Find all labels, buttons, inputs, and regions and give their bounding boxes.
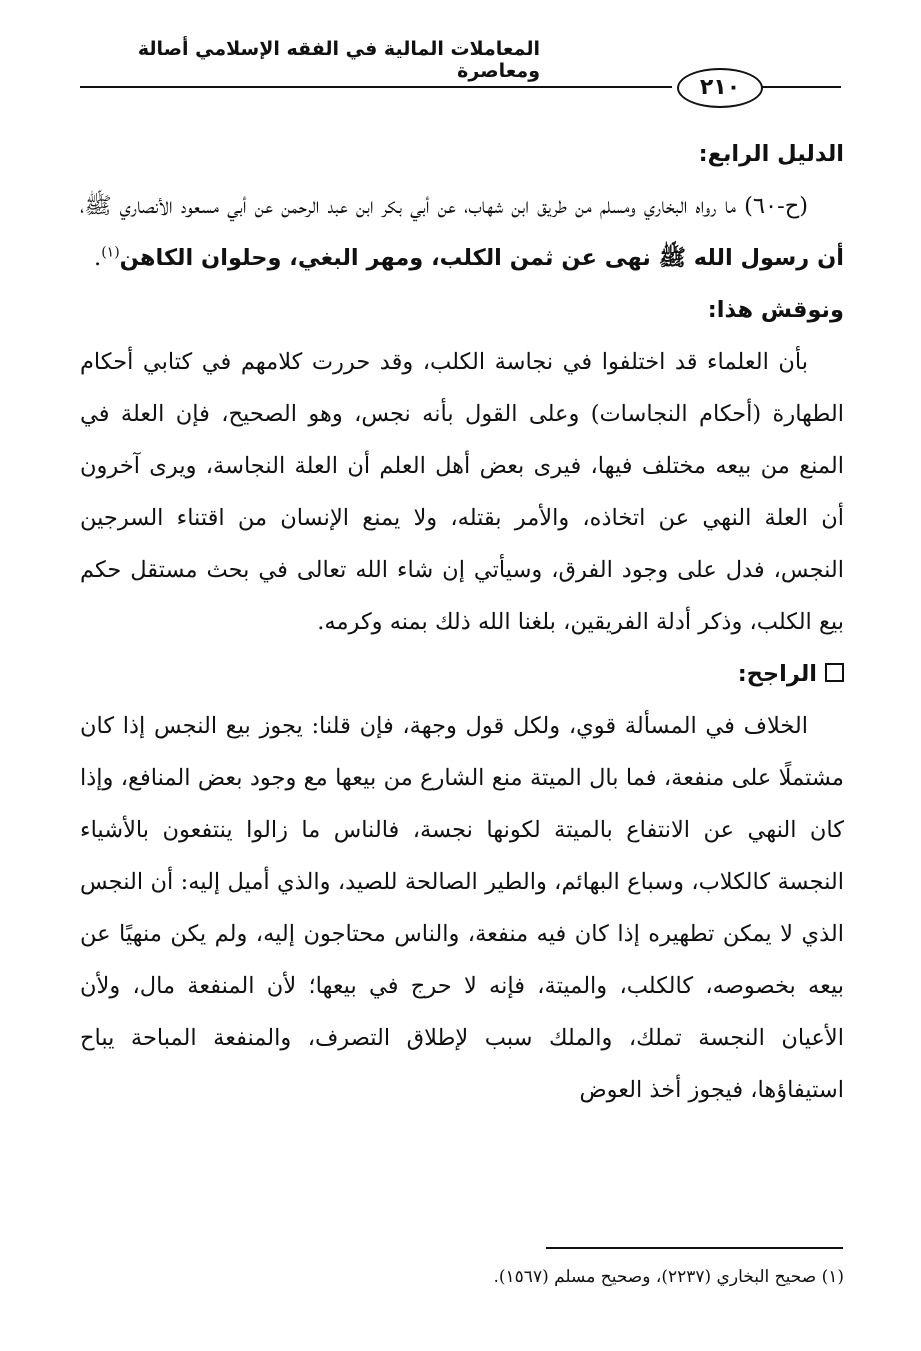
prophet-honorific: ﷺ (658, 245, 686, 271)
hadith-separator: ، (80, 193, 85, 219)
section-heading-fourth-evidence: الدليل الرابع: (698, 141, 844, 167)
square-bullet-icon (825, 663, 844, 682)
running-title: المعاملات المالية في الفقه الإسلامي أصالة ومعاصرة (137, 38, 540, 82)
header-rule-right (762, 86, 841, 88)
hadith-text-part-2: نهى عن ثمن الكلب، ومهر البغي، وحلوان الكاهن (119, 245, 659, 271)
page-body (80, 128, 844, 1116)
hadith-end: . (94, 245, 102, 271)
hadith-paragraph (80, 180, 844, 284)
footnote-reference: (١) (101, 244, 120, 261)
page-number: ٢١٠ (677, 68, 763, 108)
companion-honorific: ﷺ (84, 193, 112, 219)
section-heading-preferred-view (80, 648, 844, 700)
discussion-paragraph: بأن العلماء قد اختلفوا في نجاسة الكلب، وقد حررت كلامهم في كتابي أحكام الطهارة (أحكام النجاسات) وعلى القول بأنه نجس، وهو الصحيح، فإن العلة في المنع من بيعه مختلف فيها، فيرى بعض أهل العلم أن العلة النجاسة، ويرى آخرون أن العلة النهي عن اتخاذه، والأمر بقتله، ولا يمنع الإنسان من اقتناء السرجين النجس، فدل على وجود الفرق، وسيأتي إن شاء الله تعالى في بحث مستقل حكم بيع الكلب، وذكر أدلة الفريقين، بلغنا الله ذلك بمنه وكرمه. (80, 349, 844, 635)
preferred-view-paragraph: الخلاف في المسألة قوي، ولكل قول وجهة، فإن قلنا: يجوز بيع النجس إذا كان مشتملًا على منفعة، فما بال الميتة منع الشارع من بيعها مع وجود بعض المنافع، وإذا كان النهي عن الانتفاع بالميتة لكونها نجسة، فالناس ما زالوا ينتفعون بالأشياء النجسة كالكلاب، وسباع البهائم، والطير الصالحة للصيد، والذي أميل إليه: أن النجس الذي لا يمكن تطهيره إذا كان فيه منفعة، والناس محتاجون إليه، ولم يكن منهيًا عن بيعه بخصوصه، كالكلب، والميتة، فإنه لا حرج في بيعها؛ لأن المنفعة مال، ولأن الأعيان النجسة تملك، والملك سبب لإطلاق التصرف، والمنفعة المباحة يباح استيفاؤها، فيجوز أخذ العوض (80, 713, 844, 1103)
footnote-separator (546, 1247, 843, 1249)
footnote: (١) صحيح البخاري (٢٢٣٧)، وصحيح مسلم (١٥٦٧). (493, 1267, 844, 1287)
preferred-view-heading-text: الراجح: (737, 661, 817, 687)
hadith-chain: (ح-٦٠) ما رواه البخاري ومسلم من طريق ابن شهاب، عن أبي بكر ابن عبد الرحمن عن أبي مسعود الأنصاري (111, 193, 808, 219)
header-rule-left (80, 86, 672, 88)
section-heading-discussion: ونوقش هذا: (707, 297, 844, 323)
hadith-text-part-1: أن رسول الله (685, 245, 844, 271)
